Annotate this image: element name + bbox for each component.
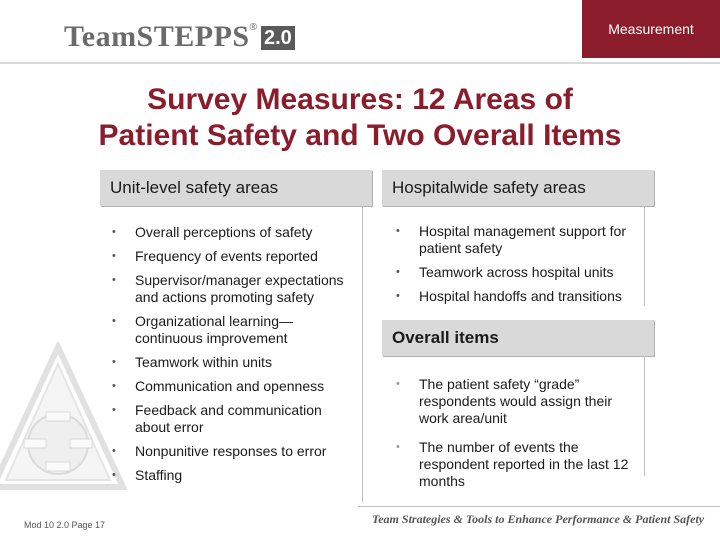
slide-title	[40, 82, 680, 154]
list-item	[108, 248, 368, 265]
unit-level-list	[108, 224, 368, 484]
list-item	[392, 376, 650, 427]
logo-version-badge: 2.0	[261, 26, 295, 50]
list-item	[392, 223, 650, 257]
header-divider	[0, 62, 720, 64]
module-page-number: Mod 10 2.0 Page 17	[24, 520, 106, 530]
list-item	[392, 439, 650, 490]
list-item	[108, 313, 368, 347]
hospitalwide-list	[392, 223, 650, 305]
list-item	[108, 402, 368, 436]
list-item-text: respondents would assign their	[419, 393, 613, 409]
list-item-text: Staffing	[135, 467, 183, 483]
list-item-text: Supervisor/manager expectations	[135, 272, 344, 288]
list-item-text: about error	[135, 419, 204, 435]
list-item-text: Teamwork within units	[135, 354, 272, 370]
list-item-text: Communication and openness	[135, 378, 325, 394]
teamstepps-logo	[64, 20, 295, 54]
list-item	[392, 288, 650, 305]
list-item-text: Frequency of events reported	[135, 248, 318, 264]
list-item-text: Nonpunitive responses to error	[135, 443, 327, 459]
unit-level-heading: Unit-level safety areas	[100, 170, 372, 206]
list-item	[108, 378, 368, 395]
list-item	[108, 443, 368, 460]
list-item-text: The patient safety “grade”	[419, 376, 580, 392]
list-item-text: work area/unit	[419, 410, 507, 426]
list-item-text: and actions promoting safety	[135, 289, 314, 305]
overall-items-heading: Overall items	[382, 320, 654, 356]
list-item-text: Feedback and communication	[135, 402, 322, 418]
logo-registered-mark: ®	[249, 22, 257, 33]
slide-title-line-2: Patient Safety and Two Overall Items	[98, 119, 622, 152]
logo-text: TeamSTEPPS	[64, 20, 250, 53]
list-item	[108, 224, 368, 241]
footer-divider	[358, 506, 720, 507]
list-item-text: Hospital handoffs and transitions	[419, 288, 622, 304]
list-item-text: Organizational learning—	[135, 313, 293, 329]
list-item-text: months	[419, 473, 465, 489]
hospitalwide-heading: Hospitalwide safety areas	[382, 170, 654, 206]
list-item-text: patient safety	[419, 240, 503, 256]
list-item-text: Teamwork across hospital units	[419, 264, 614, 280]
list-item	[392, 264, 650, 281]
list-item-text: Hospital management support for	[419, 223, 626, 239]
list-item-text: respondent reported in the last 12	[419, 456, 629, 472]
list-item	[108, 467, 368, 484]
slide-title-line-1: Survey Measures: 12 Areas of	[147, 83, 573, 116]
list-item-text: The number of events the	[419, 439, 579, 455]
list-item	[108, 272, 368, 306]
list-item-text: Overall perceptions of safety	[135, 224, 313, 240]
footer-tagline: Team Strategies & Tools to Enhance Performance & Patient Safety	[372, 512, 705, 526]
section-tag: Measurement	[582, 0, 720, 58]
list-item-text: continuous improvement	[135, 330, 288, 346]
overall-items-list	[392, 376, 650, 490]
list-item	[108, 354, 368, 371]
